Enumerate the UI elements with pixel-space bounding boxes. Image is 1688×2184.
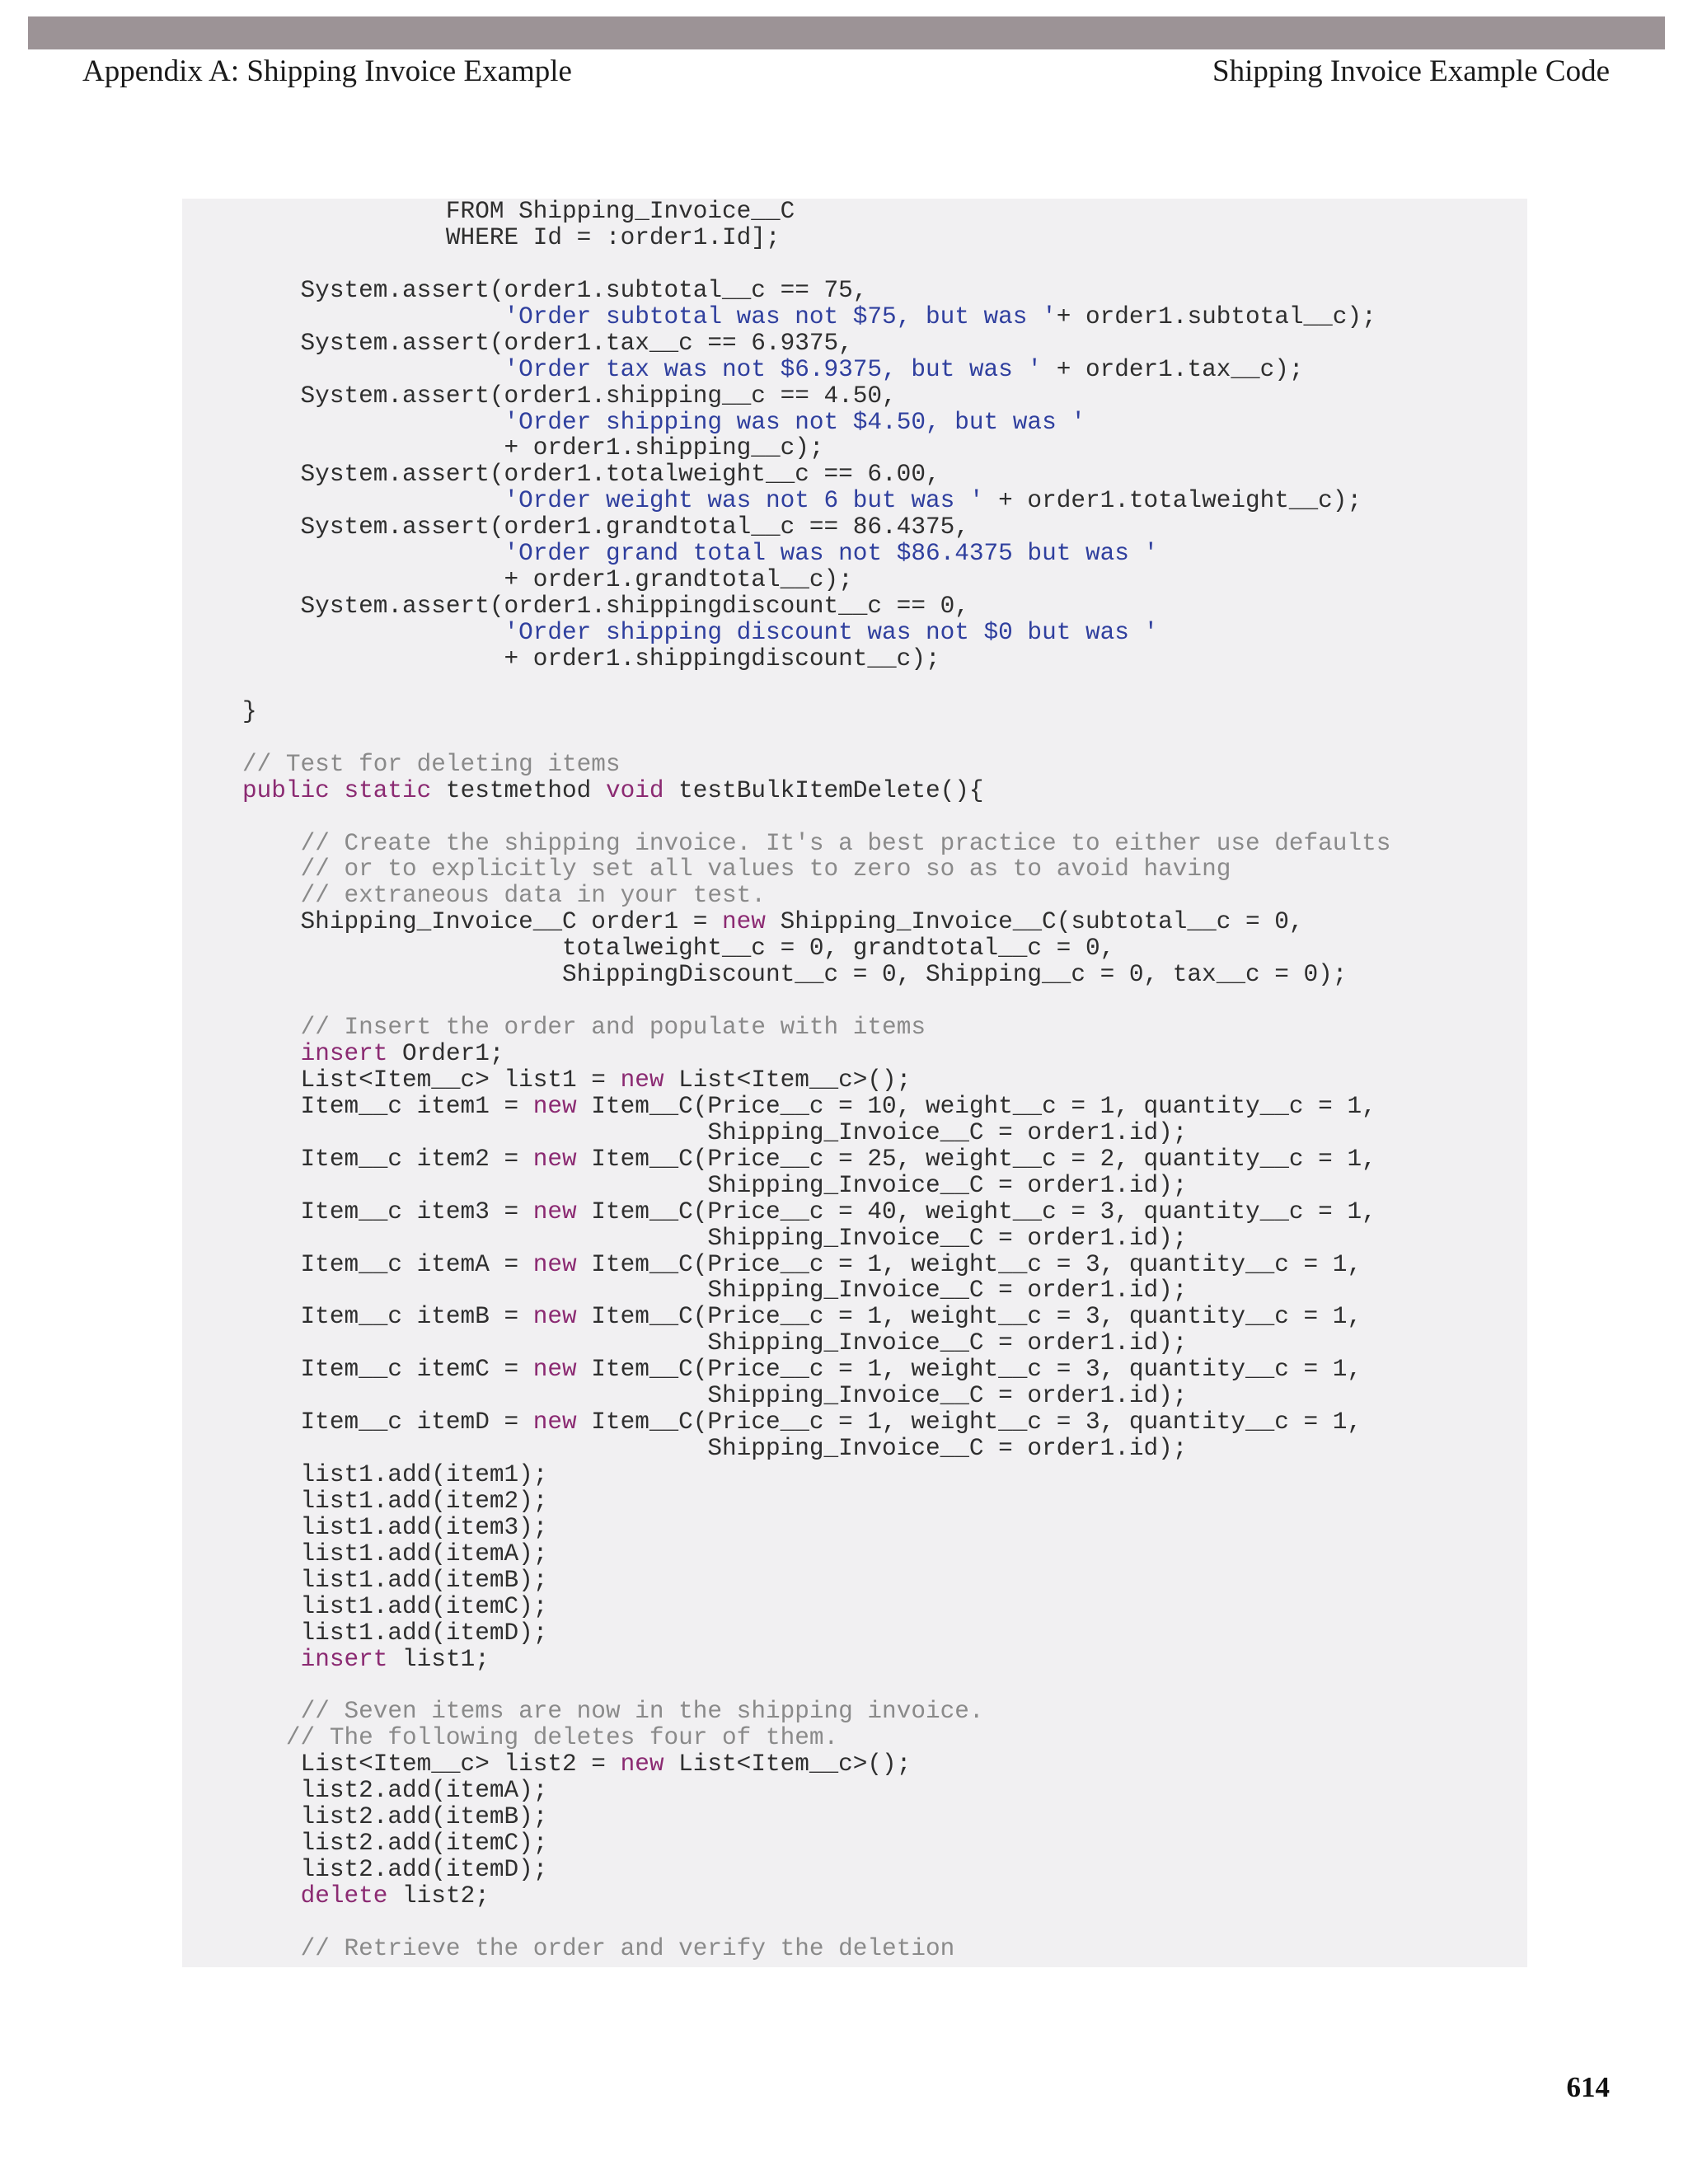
code-text: WHERE Id = :order1.Id]; xyxy=(242,223,781,251)
code-text xyxy=(242,830,301,857)
code-comment: // extraneous data in your test. xyxy=(300,882,766,910)
code-line xyxy=(242,278,1390,304)
code-line xyxy=(242,1594,1390,1620)
code-line xyxy=(242,620,1390,646)
code-keyword: new xyxy=(620,1066,664,1094)
code-text: System.assert(order1.tax__c == 6.9375, xyxy=(242,329,853,357)
code-line xyxy=(242,383,1390,410)
code-line xyxy=(242,1910,1390,1936)
code-text: System.assert(order1.subtotal__c == 75, xyxy=(242,276,868,304)
code-line xyxy=(242,1120,1390,1146)
code-line xyxy=(242,593,1390,620)
code-line xyxy=(242,856,1390,883)
code-text: list2.add(itemA); xyxy=(242,1777,548,1805)
code-text xyxy=(242,855,301,883)
code-text: list1.add(itemB); xyxy=(242,1566,548,1594)
code-text xyxy=(242,1935,301,1962)
code-line xyxy=(242,1226,1390,1252)
code-text: Shipping_Invoice__C = order1.id); xyxy=(242,1277,1188,1305)
code-text: Shipping_Invoice__C = order1.id); xyxy=(242,1435,1188,1463)
code-text: testmethod xyxy=(431,776,606,804)
code-text: Item__C(Price__c = 1, weight__c = 3, quantity__c = 1, xyxy=(576,1356,1362,1384)
code-line xyxy=(242,778,1390,804)
code-text xyxy=(242,1724,286,1751)
code-text: Order1; xyxy=(387,1040,504,1067)
code-line xyxy=(242,435,1390,462)
code-text xyxy=(242,619,504,646)
code-line xyxy=(242,1699,1390,1725)
code-text: totalweight__c = 0, grandtotal__c = 0, xyxy=(242,935,1115,963)
code-text: Shipping_Invoice__C = order1.id); xyxy=(242,1118,1188,1146)
running-head-section: Shipping Invoice Example Code xyxy=(1212,54,1610,88)
code-line xyxy=(242,1673,1390,1699)
code-text: list2.add(itemB); xyxy=(242,1803,548,1831)
code-text: list1.add(itemC); xyxy=(242,1592,548,1620)
code-text: Shipping_Invoice__C = order1.id); xyxy=(242,1171,1188,1199)
code-line xyxy=(242,725,1390,752)
code-text: + order1.tax__c); xyxy=(1042,355,1304,383)
code-line xyxy=(242,752,1390,778)
code-keyword: public static xyxy=(242,776,432,804)
code-text: List<Item__c>(); xyxy=(663,1750,912,1779)
code-text: Item__C(Price__c = 40, weight__c = 3, quantity__c = 1, xyxy=(576,1197,1376,1226)
code-text: + order1.shippingdiscount__c); xyxy=(242,644,940,673)
code-line xyxy=(242,1515,1390,1541)
code-line xyxy=(242,1883,1390,1910)
code-comment: // Seven items are now in the shipping invoice. xyxy=(300,1698,984,1726)
code-text xyxy=(242,1882,301,1910)
code-line xyxy=(242,804,1390,831)
code-keyword: new xyxy=(722,908,766,936)
code-text xyxy=(242,303,504,330)
code-string: 'Order grand total was not $86.4375 but was ' xyxy=(504,540,1159,568)
code-line xyxy=(242,1804,1390,1830)
code-text: Item__C(Price__c = 1, weight__c = 3, quantity__c = 1, xyxy=(576,1408,1362,1436)
code-text: Item__c itemD = xyxy=(242,1408,533,1436)
code-text xyxy=(242,1646,301,1673)
code-text: System.assert(order1.grandtotal__c == 86.4375, xyxy=(242,513,969,541)
code-string: 'Order tax was not $6.9375, but was ' xyxy=(504,355,1043,383)
code-keyword: new xyxy=(532,1408,577,1436)
code-line xyxy=(242,935,1390,962)
code-text: Item__c item2 = xyxy=(242,1145,533,1173)
code-comment: // Insert the order and populate with items xyxy=(300,1014,926,1042)
code-text xyxy=(242,882,301,909)
code-keyword: new xyxy=(532,1303,577,1331)
code-text: Item__c itemC = xyxy=(242,1356,533,1384)
code-text: Item__C(Price__c = 1, weight__c = 3, quantity__c = 1, xyxy=(576,1303,1362,1331)
code-line xyxy=(242,1252,1390,1278)
code-line xyxy=(242,1541,1390,1568)
code-line xyxy=(242,1173,1390,1199)
code-text: Item__C(Price__c = 1, weight__c = 3, quantity__c = 1, xyxy=(576,1250,1362,1278)
code-text: testBulkItemDelete(){ xyxy=(663,776,984,804)
code-keyword: new xyxy=(532,1145,577,1173)
code-line xyxy=(242,883,1390,909)
code-text: Shipping_Invoice__C = order1.id); xyxy=(242,1224,1188,1252)
code-keyword: new xyxy=(532,1250,577,1278)
code-text: + order1.shipping__c); xyxy=(242,434,824,462)
code-comment: // Create the shipping invoice. It's a best practice to either use defaults xyxy=(300,829,1391,857)
code-text xyxy=(242,409,504,436)
code-text: list1.add(item3); xyxy=(242,1513,548,1541)
code-text: list1.add(itemD); xyxy=(242,1619,548,1647)
code-line xyxy=(242,514,1390,541)
code-line xyxy=(242,330,1390,357)
code-text: Item__c item1 = xyxy=(242,1092,533,1120)
code-line xyxy=(242,1304,1390,1330)
code-keyword: new xyxy=(620,1750,664,1779)
code-text: List<Item__c> list2 = xyxy=(242,1750,621,1779)
code-text: list2.add(itemC); xyxy=(242,1830,548,1858)
code-text: list1.add(itemA); xyxy=(242,1540,548,1568)
code-text xyxy=(242,356,504,383)
code-text: list2.add(itemD); xyxy=(242,1856,548,1884)
code-text: FROM Shipping_Invoice__C xyxy=(242,199,795,225)
code-line xyxy=(242,1778,1390,1804)
code-line xyxy=(242,1146,1390,1173)
code-line xyxy=(242,909,1390,935)
page-number: 614 xyxy=(1566,2071,1610,2103)
code-text xyxy=(242,540,504,567)
code-text: List<Item__c>(); xyxy=(663,1066,912,1094)
code-keyword: new xyxy=(532,1197,577,1226)
code-text: Shipping_Invoice__C = order1.id); xyxy=(242,1329,1188,1357)
code-text: List<Item__c> list1 = xyxy=(242,1066,621,1094)
code-lines xyxy=(242,199,1390,1962)
code-text: System.assert(order1.shippingdiscount__c == 0, xyxy=(242,593,969,621)
code-line xyxy=(242,1620,1390,1647)
code-text xyxy=(242,1040,301,1067)
code-keyword: new xyxy=(532,1356,577,1384)
code-text: list1; xyxy=(387,1645,490,1673)
code-text: list1.add(item2); xyxy=(242,1487,548,1515)
code-comment: // Retrieve the order and verify the deletion xyxy=(300,1934,955,1962)
code-line xyxy=(242,541,1390,567)
code-keyword: void xyxy=(605,776,664,804)
code-line xyxy=(242,1462,1390,1488)
code-comment: // or to explicitly set all values to zero so as to avoid having xyxy=(300,855,1231,883)
code-text: list2; xyxy=(387,1882,490,1910)
code-line xyxy=(242,1725,1390,1751)
code-text: Item__c itemA = xyxy=(242,1250,533,1278)
code-comment: // Test for deleting items xyxy=(242,750,621,778)
code-line xyxy=(242,1936,1390,1962)
code-line xyxy=(242,699,1390,725)
code-string: 'Order shipping discount was not $0 but was ' xyxy=(504,619,1159,646)
code-line xyxy=(242,1751,1390,1778)
code-text: ShippingDiscount__c = 0, Shipping__c = 0, tax__c = 0); xyxy=(242,961,1348,989)
code-line xyxy=(242,988,1390,1015)
code-text: Item__C(Price__c = 10, weight__c = 1, quantity__c = 1, xyxy=(576,1092,1376,1120)
code-listing xyxy=(182,199,1527,1967)
code-line xyxy=(242,1647,1390,1673)
code-line xyxy=(242,1488,1390,1515)
code-line xyxy=(242,1436,1390,1462)
code-text: Shipping_Invoice__C = order1.id); xyxy=(242,1382,1188,1410)
code-keyword: insert xyxy=(300,1040,388,1067)
code-line xyxy=(242,567,1390,593)
code-comment: // The following deletes four of them. xyxy=(285,1724,839,1752)
code-string: 'Order weight was not 6 but was ' xyxy=(504,487,984,515)
header-rule-bar xyxy=(28,16,1665,49)
code-line xyxy=(242,1015,1390,1041)
code-text: + order1.grandtotal__c); xyxy=(242,566,853,594)
running-head-chapter: Appendix A: Shipping Invoice Example xyxy=(82,54,572,88)
code-line xyxy=(242,1094,1390,1120)
code-text: + order1.subtotal__c); xyxy=(1056,302,1376,330)
code-text: Item__C(Price__c = 25, weight__c = 2, quantity__c = 1, xyxy=(576,1145,1376,1173)
code-line xyxy=(242,199,1390,225)
code-text: } xyxy=(242,697,257,725)
code-keyword: insert xyxy=(300,1645,388,1673)
code-string: 'Order subtotal was not $75, but was ' xyxy=(504,302,1057,330)
code-line xyxy=(242,357,1390,383)
code-text xyxy=(242,1698,301,1725)
code-line xyxy=(242,1857,1390,1883)
code-text xyxy=(242,487,504,514)
code-line xyxy=(242,1830,1390,1857)
code-line xyxy=(242,1041,1390,1067)
code-keyword: new xyxy=(532,1092,577,1120)
code-line xyxy=(242,1199,1390,1226)
code-text: System.assert(order1.totalweight__c == 6.00, xyxy=(242,461,940,489)
code-keyword: delete xyxy=(300,1882,388,1910)
code-line xyxy=(242,831,1390,857)
code-line xyxy=(242,962,1390,988)
code-line xyxy=(242,410,1390,436)
code-line xyxy=(242,1357,1390,1383)
code-line xyxy=(242,1067,1390,1094)
code-text: Shipping_Invoice__C order1 = xyxy=(242,908,723,936)
code-text xyxy=(242,1014,301,1041)
code-line xyxy=(242,225,1390,251)
code-line xyxy=(242,646,1390,673)
code-text: + order1.totalweight__c); xyxy=(983,487,1362,515)
code-text: Item__c item3 = xyxy=(242,1197,533,1226)
code-line xyxy=(242,1409,1390,1436)
code-line xyxy=(242,304,1390,330)
code-text: Shipping_Invoice__C(subtotal__c = 0, xyxy=(765,908,1304,936)
code-line xyxy=(242,1383,1390,1409)
code-line xyxy=(242,251,1390,278)
code-text: Item__c itemB = xyxy=(242,1303,533,1331)
code-line xyxy=(242,462,1390,488)
code-line xyxy=(242,488,1390,514)
code-string: 'Order shipping was not $4.50, but was ' xyxy=(504,408,1085,436)
code-text: System.assert(order1.shipping__c == 4.50, xyxy=(242,382,897,410)
code-line xyxy=(242,1330,1390,1357)
code-line xyxy=(242,673,1390,699)
code-line xyxy=(242,1568,1390,1594)
code-text: list1.add(item1); xyxy=(242,1461,548,1488)
code-line xyxy=(242,1277,1390,1304)
